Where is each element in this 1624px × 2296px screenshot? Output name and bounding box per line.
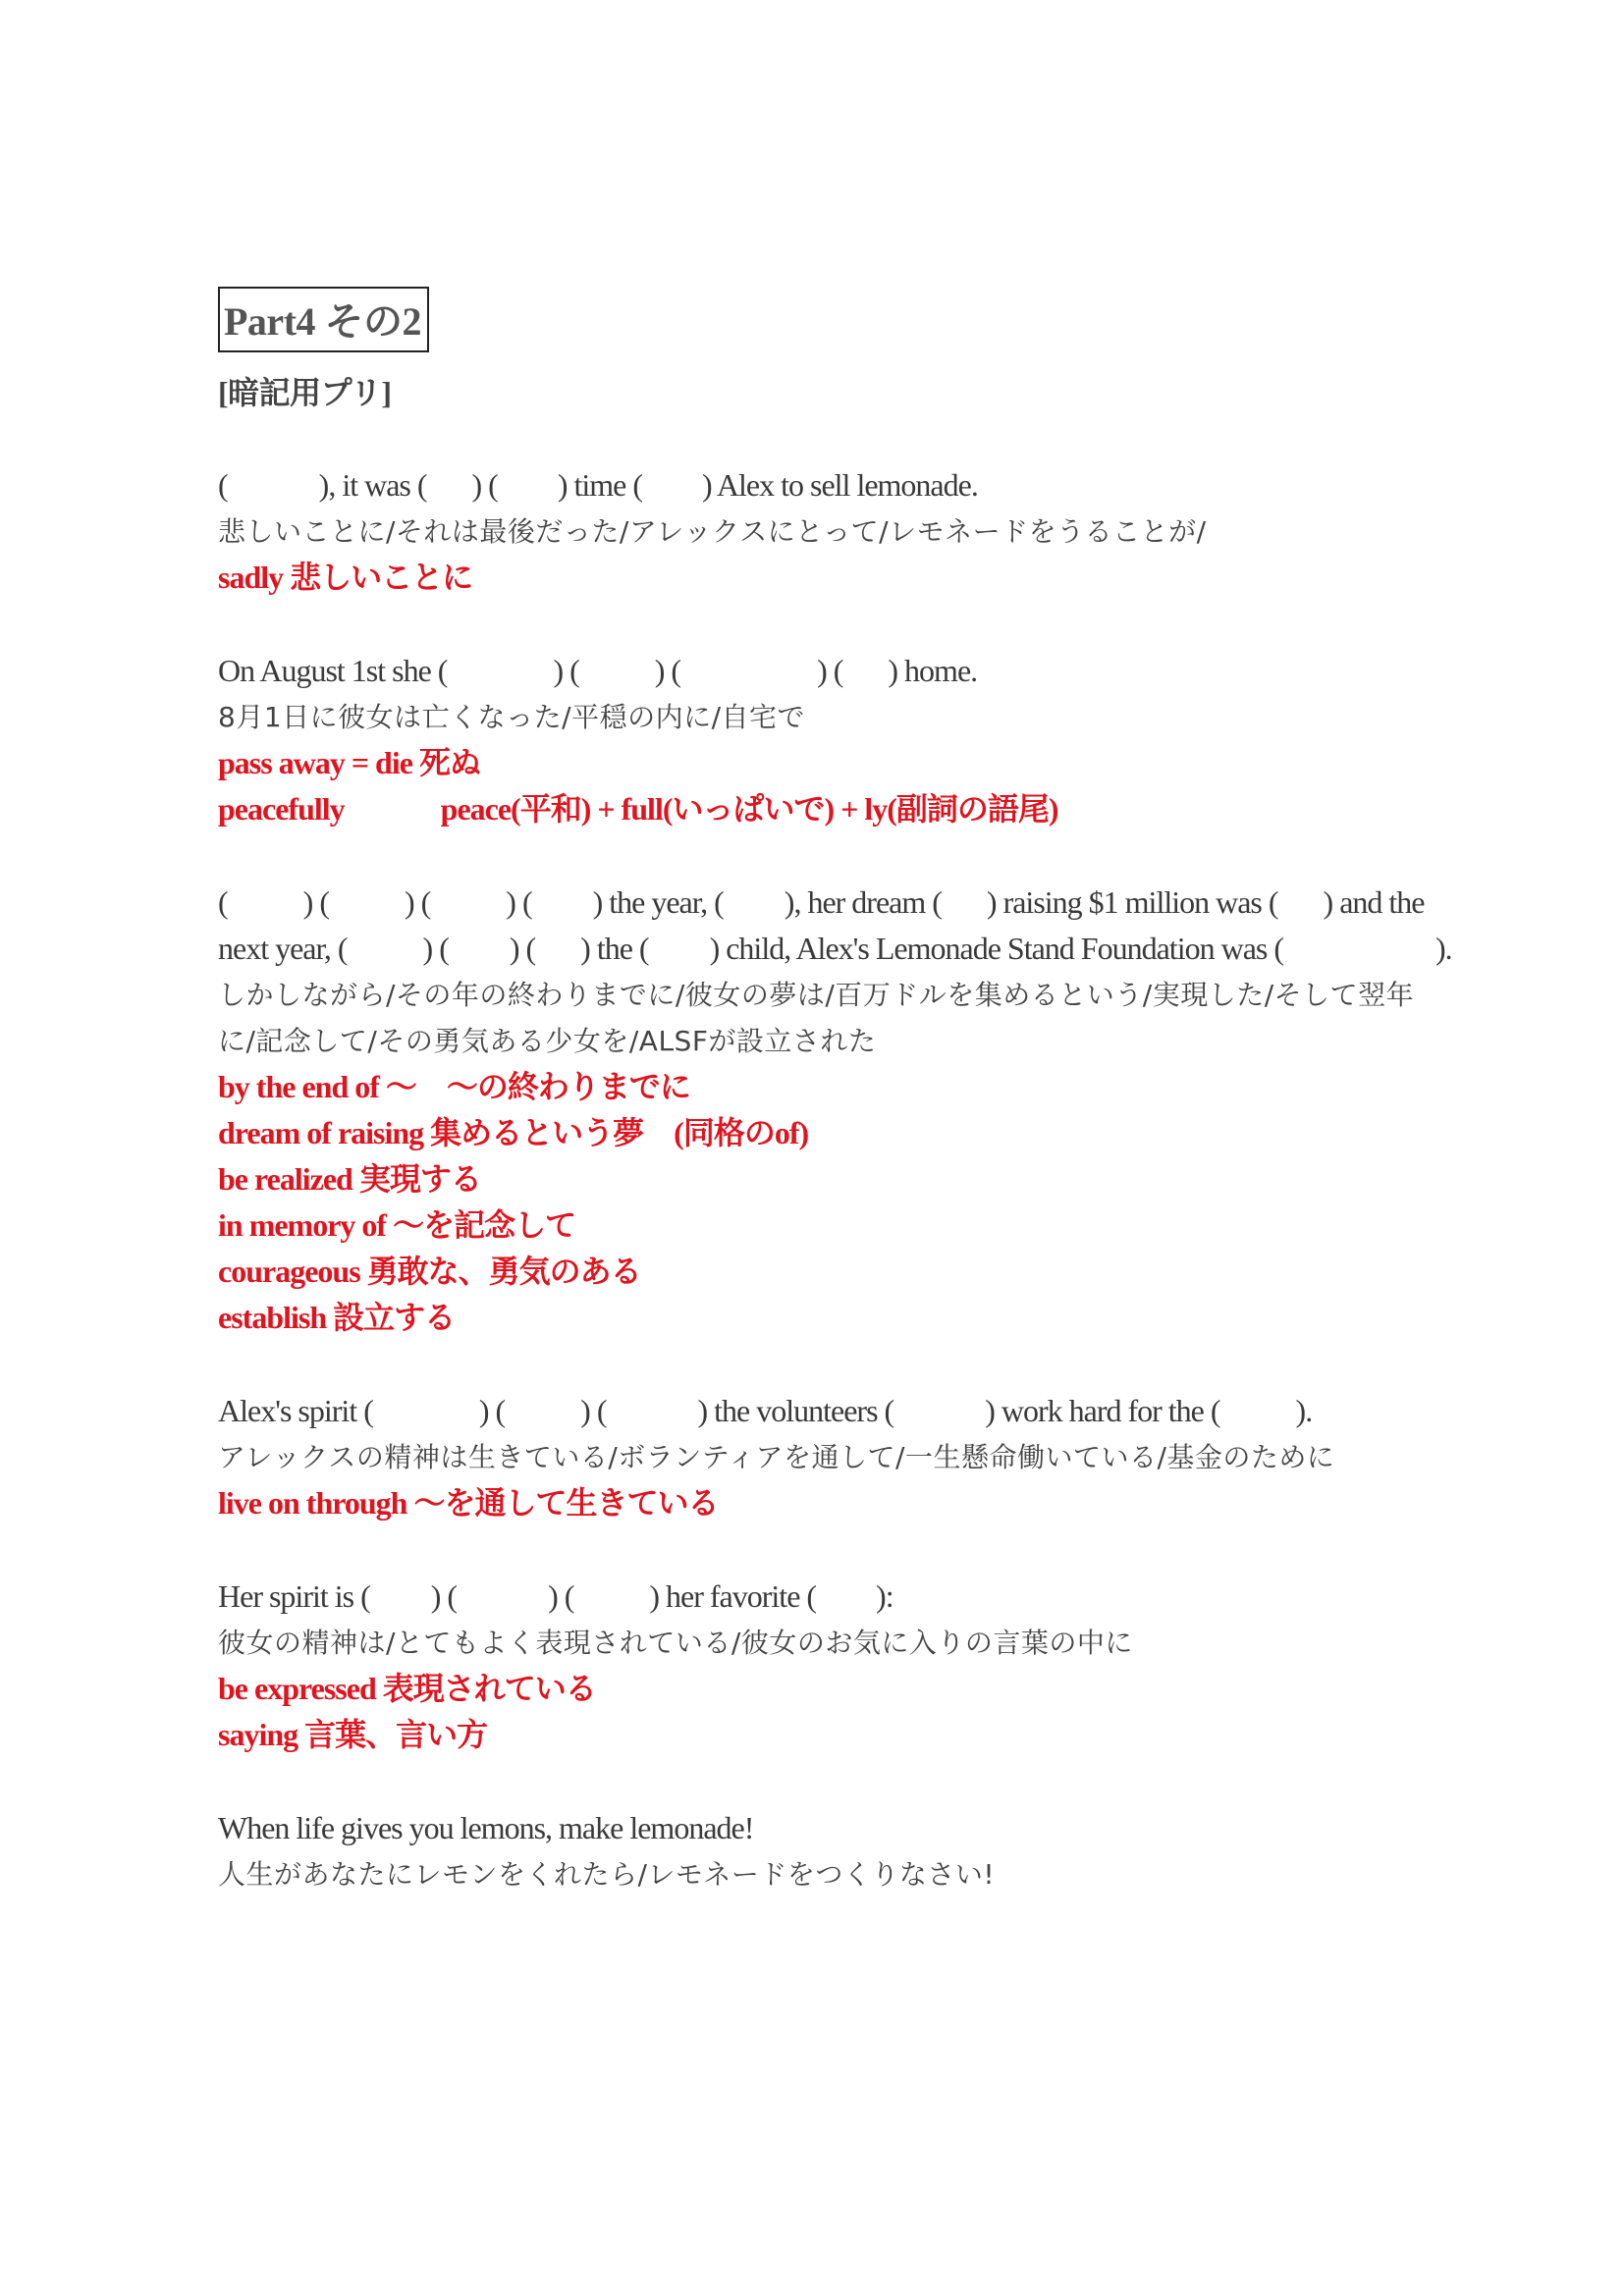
japanese-translation: 人生があなたにレモンをくれたら/レモネードをつくりなさい!: [218, 1858, 996, 1891]
page-title: Part4 その2: [218, 287, 429, 352]
english-sentence: ( ) ( ) ( ) ( ) the year, ( ), her dream ( ) raising $1 million was ( ) and the: [218, 884, 1425, 920]
vocab-note: in memory of ～を記念して: [218, 1207, 576, 1243]
document-body: [218, 287, 1534, 1897]
vocab-note: be realized 実現する: [218, 1161, 481, 1197]
japanese-translation: 悲しいことに/それは最後だった/アレックスにとって/レモネードをうることが/: [218, 515, 1207, 548]
vocab-note: saying 言葉、言い方: [218, 1717, 488, 1752]
vocab-note: establish 設立する: [218, 1300, 456, 1335]
english-sentence: When life gives you lemons, make lemonade!: [218, 1810, 754, 1845]
vocab-explanation: peace(平和) + full(いっぱいで) + ly(副詞の語尾): [440, 791, 1058, 827]
english-sentence: Alex's spirit ( ) ( ) ( ) the volunteers ( ) work hard for the ( ).: [218, 1393, 1313, 1428]
vocab-note: sadly 悲しいことに: [218, 560, 473, 595]
sentence-block: [218, 880, 1534, 1341]
english-sentence: ( ), it was ( ) ( ) time ( ) Alex to sell lemonade.: [218, 467, 978, 503]
vocab-note: pass away = die 死ぬ: [218, 745, 480, 780]
page-subtitle: [暗記用プリ]: [218, 375, 392, 410]
japanese-translation: に/記念して/その勇気ある少女を/ALSFが設立された: [218, 1025, 877, 1057]
vocab-note-pair: [218, 786, 1534, 832]
vocab-note: courageous 勇敢な、勇気のある: [218, 1254, 641, 1289]
japanese-translation: 8月1日に彼女は亡くなった/平穏の内に/自宅で: [218, 701, 805, 733]
english-sentence: On August 1st she ( ) ( ) ( ) ( ) home.: [218, 653, 978, 688]
sentence-block: [218, 1805, 1534, 1897]
english-sentence: Her spirit is ( ) ( ) ( ) her favorite ( ):: [218, 1578, 893, 1614]
vocab-note: by the end of ～ ～の終わりまでに: [218, 1069, 690, 1104]
vocab-note: dream of raising 集めるという夢 (同格のof): [218, 1115, 809, 1150]
sentence-block: [218, 648, 1534, 832]
sentence-block: [218, 1388, 1534, 1526]
japanese-translation: 彼女の精神は/とてもよく表現されている/彼女のお気に入りの言葉の中に: [218, 1627, 1133, 1659]
vocab-note: be expressed 表現されている: [218, 1671, 596, 1706]
english-sentence: next year, ( ) ( ) ( ) the ( ) child, Alex's Lemonade Stand Foundation was ( ).: [218, 931, 1452, 966]
vocab-word: peacefully: [218, 791, 345, 827]
japanese-translation: アレックスの精神は生きている/ボランティアを通して/一生懸命働いている/基金のために: [218, 1441, 1335, 1473]
sentence-block: [218, 462, 1534, 601]
vocab-note: live on through ～を通して生きている: [218, 1485, 719, 1521]
japanese-translation: しかしながら/その年の終わりまでに/彼女の夢は/百万ドルを集めるという/実現した/そして翌年: [218, 979, 1415, 1011]
sentence-block: [218, 1574, 1534, 1758]
